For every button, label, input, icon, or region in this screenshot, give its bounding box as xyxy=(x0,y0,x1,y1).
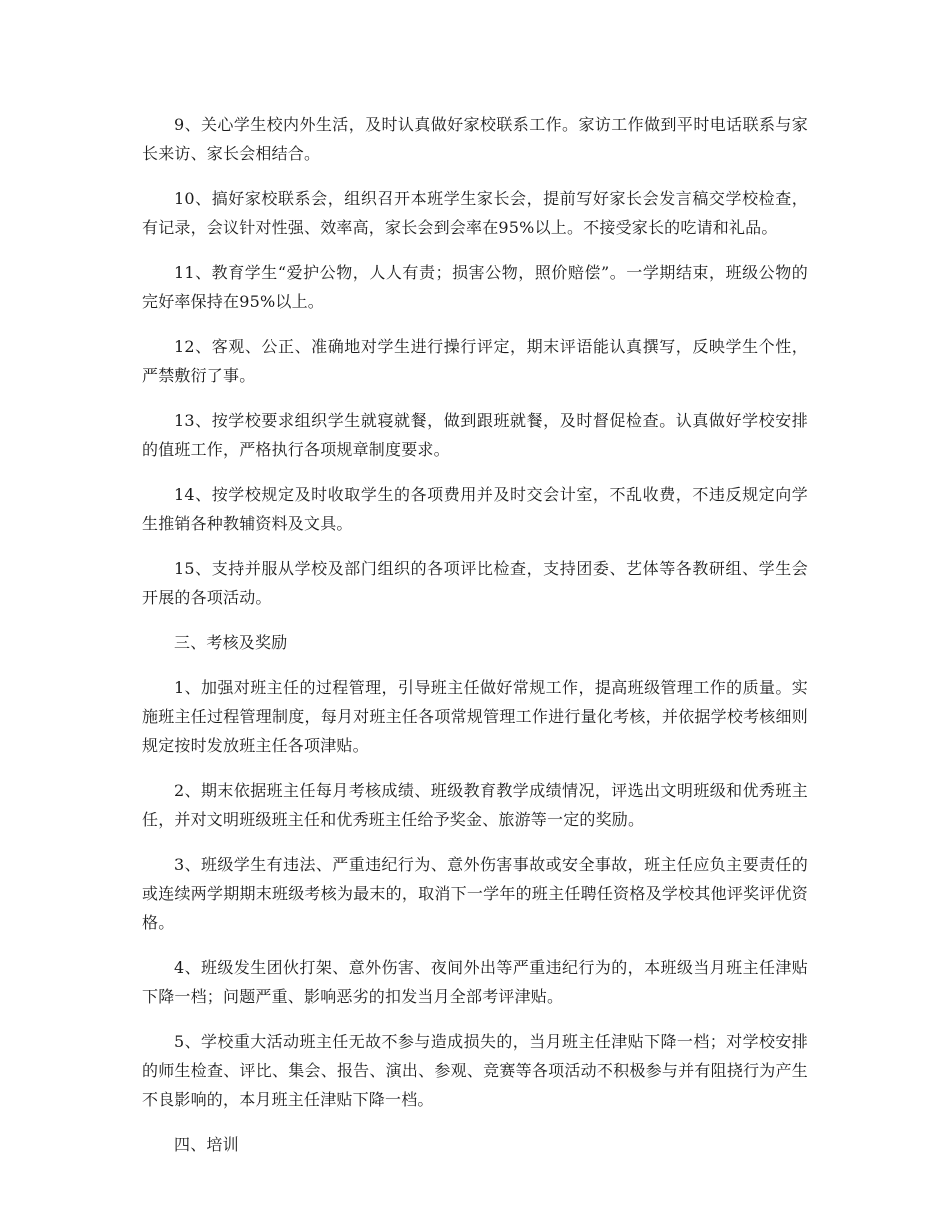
paragraph-item-13: 13、按学校要求组织学生就寝就餐，做到跟班就餐，及时督促检查。认真做好学校安排的值班工作，严格执行各项规章制度要求。 xyxy=(142,411,808,459)
paragraph-assessment-3: 3、班级学生有违法、严重违纪行为、意外伤害事故或安全事故，班主任应负主要责任的或连续两学期期末班级考核为最末的，取消下一学年的班主任聘任资格及学校其他评奖评优资格。 xyxy=(142,855,808,932)
paragraph-item-14: 14、按学校规定及时收取学生的各项费用并及时交会计室，不乱收费，不违反规定向学生推销各种教辅资料及文具。 xyxy=(142,485,808,533)
paragraph-item-15: 15、支持并服从学校及部门组织的各项评比检查，支持团委、艺体等各教研组、学生会开展的各项活动。 xyxy=(142,559,808,607)
section-heading-training: 四、培训 xyxy=(174,1135,239,1154)
paragraph-item-11: 11、教育学生“爱护公物，人人有责；损害公物，照价赔偿”。一学期结束，班级公物的完好率保持在95%以上。 xyxy=(142,263,808,311)
paragraph-assessment-1: 1、加强对班主任的过程管理，引导班主任做好常规工作，提高班级管理工作的质量。实施班主任过程管理制度，每月对班主任各项常规管理工作进行量化考核，并依据学校考核细则规定按时发放班主任各项津贴。 xyxy=(142,678,808,755)
paragraph-assessment-4: 4、班级发生团伙打架、意外伤害、夜间外出等严重违纪行为的，本班级当月班主任津贴下降一档；问题严重、影响恶劣的扣发当月全部考评津贴。 xyxy=(142,958,808,1006)
paragraph-item-9: 9、关心学生校内外生活，及时认真做好家校联系工作。家访工作做到平时电话联系与家长来访、家长会相结合。 xyxy=(142,115,808,163)
paragraph-assessment-2: 2、期末依据班主任每月考核成绩、班级教育教学成绩情况，评选出文明班级和优秀班主任，并对文明班级班主任和优秀班主任给予奖金、旅游等一定的奖励。 xyxy=(142,781,808,829)
section-heading-assessment: 三、考核及奖励 xyxy=(174,633,288,652)
paragraph-assessment-5: 5、学校重大活动班主任无故不参与造成损失的，当月班主任津贴下降一档；对学校安排的师生检查、评比、集会、报告、演出、参观、竞赛等各项活动不积极参与并有阻挠行为产生不良影响的，本月班主任津贴下降一档。 xyxy=(142,1032,808,1109)
paragraph-item-12: 12、客观、公正、准确地对学生进行操行评定，期末评语能认真撰写，反映学生个性，严禁敷衍了事。 xyxy=(142,337,808,385)
paragraph-item-10: 10、搞好家校联系会，组织召开本班学生家长会，提前写好家长会发言稿交学校检查，有记录，会议针对性强、效率高，家长会到会率在95%以上。不接受家长的吃请和礼品。 xyxy=(142,189,808,237)
